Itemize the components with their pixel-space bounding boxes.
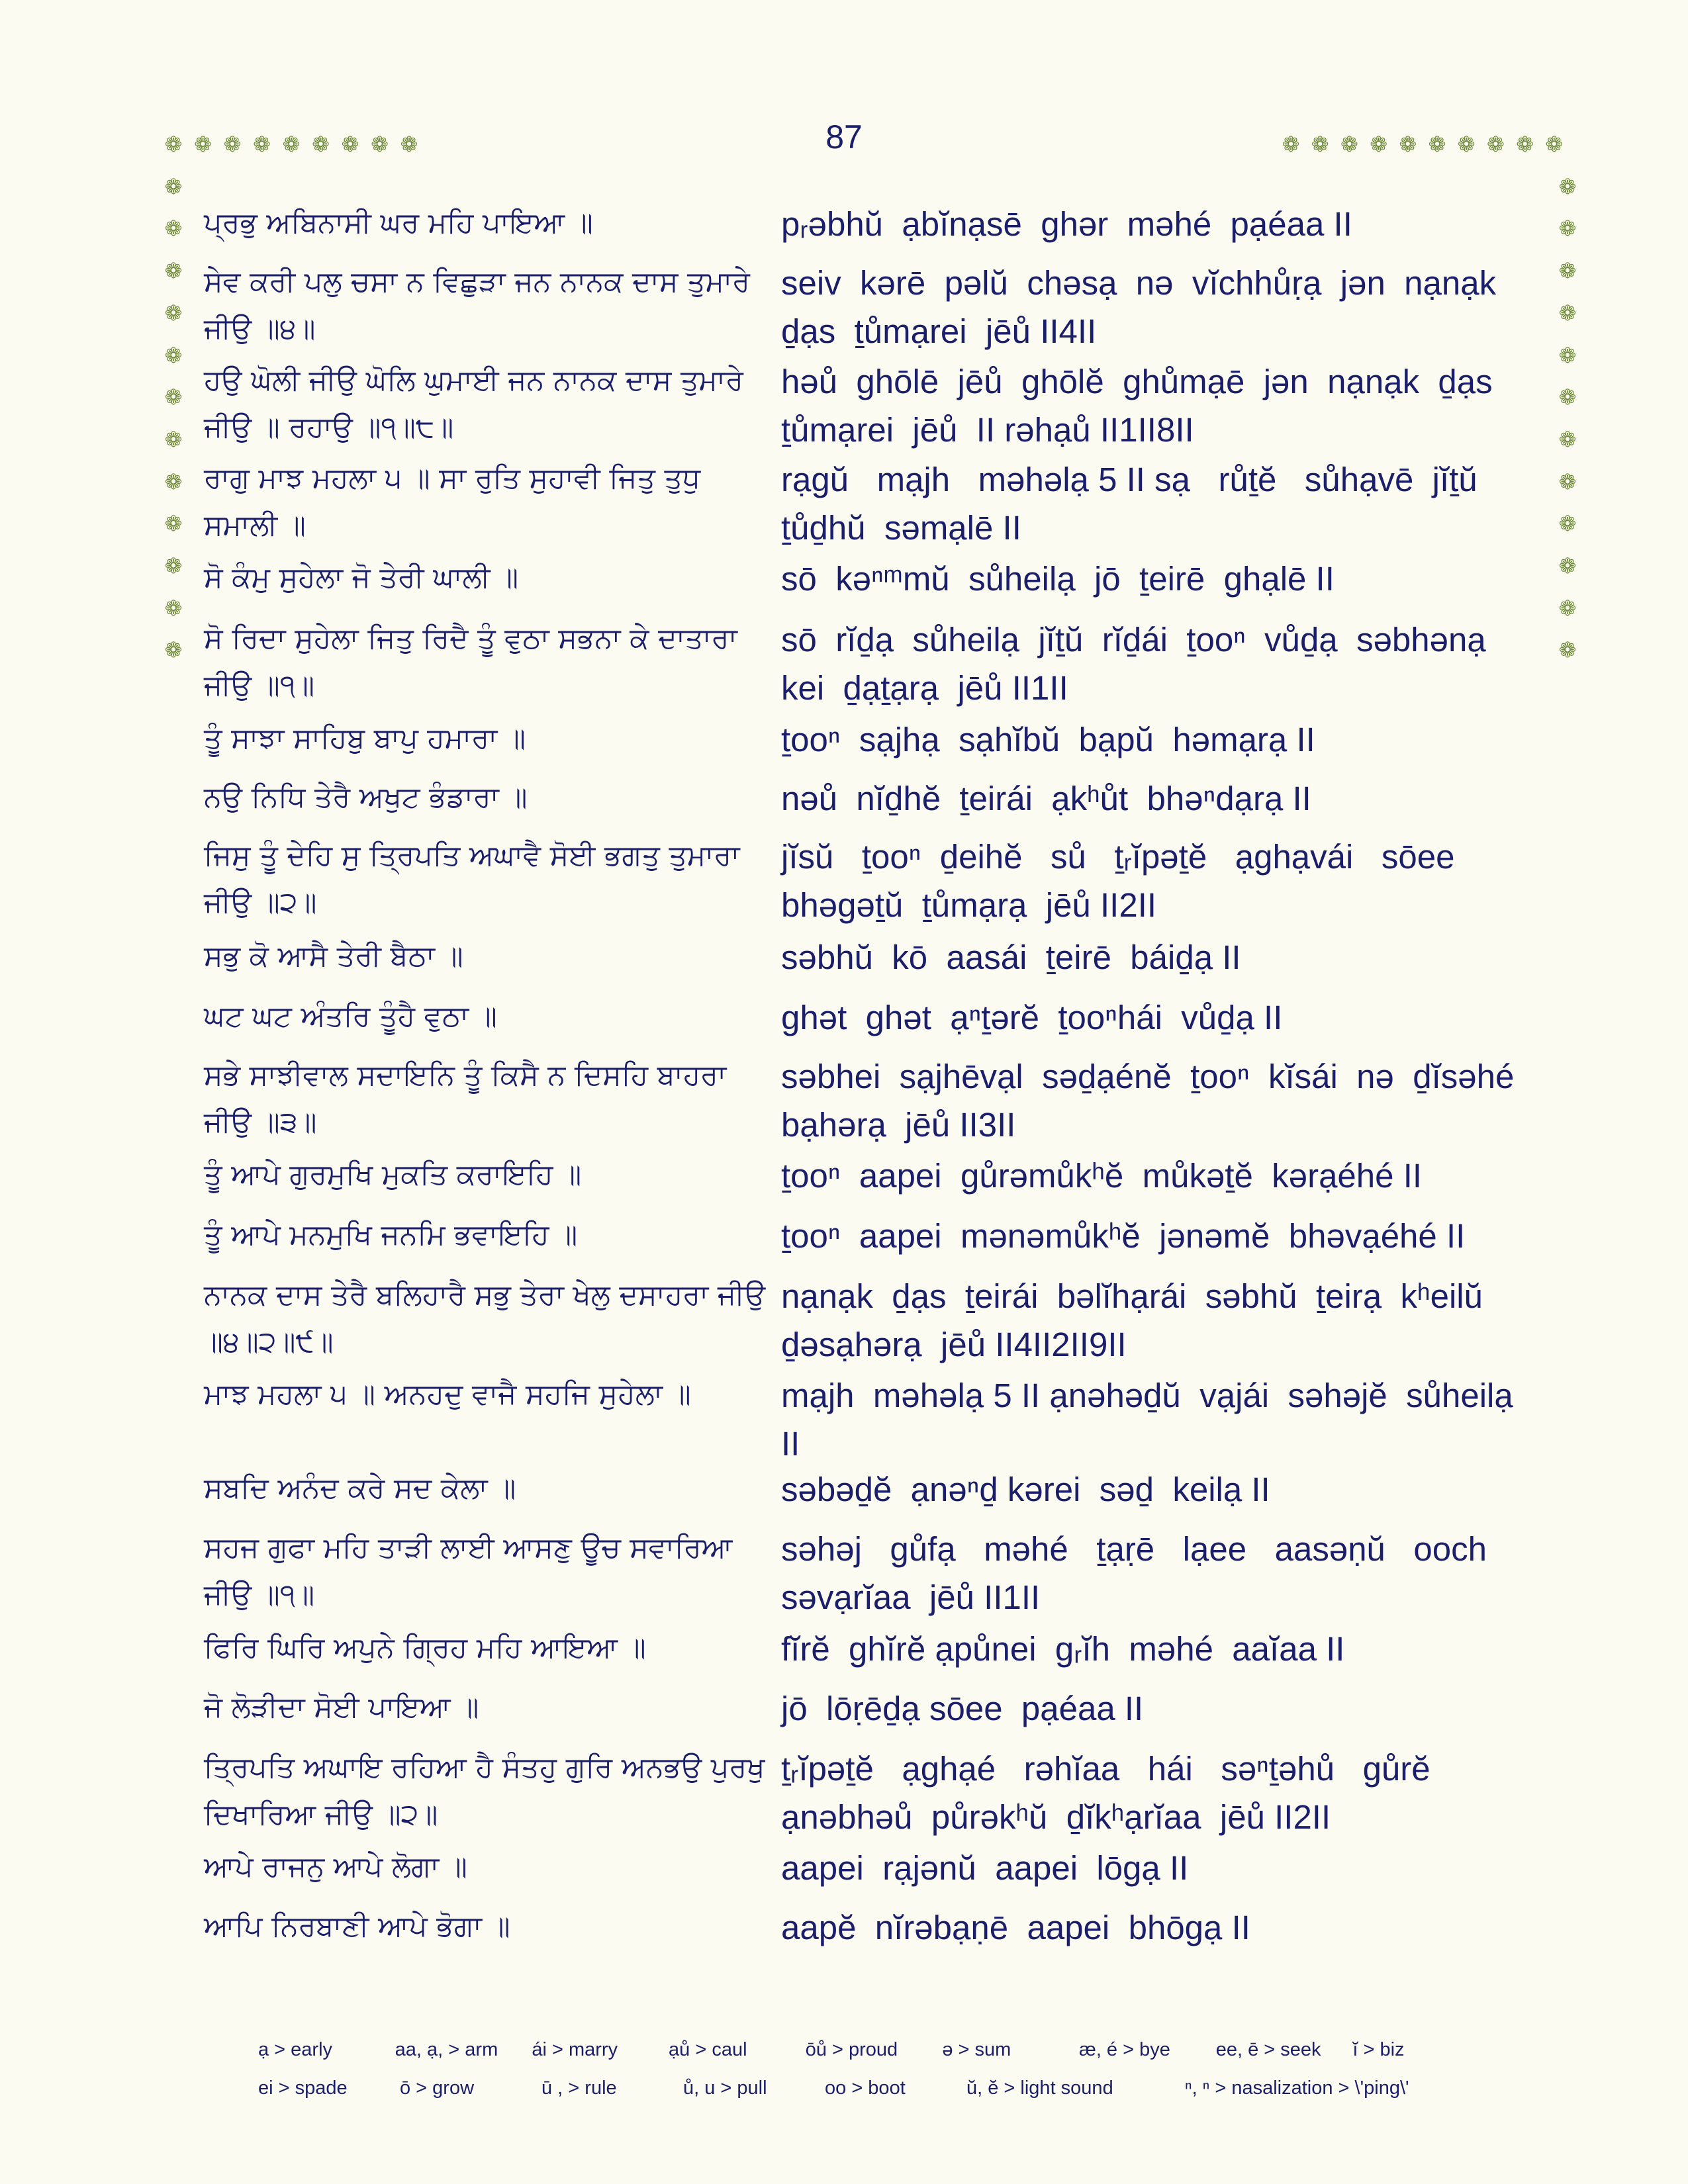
gurmukhi-text: ਤ੍ਰਿਪਤਿ ਅਘਾਇ ਰਹਿਆ ਹੈ ਸੰਤਹੁ ਗੁਰਿ ਅਨਭਉ ਪੁਰਖੁ ਦਿਖਾਰਿਆ ਜੀਉ ॥੨॥ [204, 1751, 765, 1831]
flower-ornament-icon: ❁ [164, 469, 183, 494]
transliteration-text: fĭrĕ ghĭrĕ ạpůnei gᵣĭh məhé aaĭaa II [781, 1630, 1345, 1668]
flower-ornament-icon: ❁ [223, 132, 242, 157]
transliteration-text: nəů nĭḏhĕ ṯeirái ạkʰůt bhəⁿdạrạ II [781, 780, 1311, 817]
gurmukhi-text: ਤੂੰ ਆਪੇ ਗੁਰਮੁਖਿ ਮੁਕਤਿ ਕਰਾਇਹਿ ॥ [204, 1158, 582, 1191]
flower-ornament-icon: ❁ [164, 216, 183, 242]
transliteration-text: jĭsŭ ṯooⁿ ḏeihĕ sů ṯᵣĭpəṯĕ ạghạvái sōee bhəgəṯŭ ṯůmạrạ jēů II2II [781, 838, 1474, 924]
gurmukhi-text: ਆਪਿ ਨਿਰਬਾਣੀ ਆਪੇ ਭੋਗਾ ॥ [204, 1910, 510, 1943]
flower-ornament-icon: ❁ [1311, 132, 1329, 157]
flower-ornament-icon: ❁ [1399, 132, 1417, 157]
legend-item: ạů > caul [669, 2038, 747, 2060]
legend-item: ái > marry [532, 2038, 618, 2060]
flower-ornament-icon: ❁ [400, 132, 418, 157]
legend-item: ů, u > pull [683, 2077, 767, 2099]
gurmukhi-text: ਜਿਸੁ ਤੂੰ ਦੇਹਿ ਸੁ ਤ੍ਰਿਪਤਿ ਅਘਾਵੈ ਸੋਈ ਭਗਤੁ ਤੁਮਾਰਾ ਜੀਉ ॥੨॥ [204, 839, 740, 919]
flower-ornament-icon: ❁ [1486, 132, 1505, 157]
flower-ornament-icon: ❁ [1558, 216, 1577, 242]
legend-item: ū , > rule [541, 2077, 617, 2099]
flower-ornament-icon: ❁ [1340, 132, 1358, 157]
flower-ornament-icon: ❁ [1428, 132, 1446, 157]
flower-ornament-icon: ❁ [1558, 511, 1577, 537]
transliteration-text: səbəḏĕ ạnəⁿḏ kərei səḏ keilạ II [781, 1471, 1270, 1508]
gurmukhi-text: ਸਭੁ ਕੋ ਆਸੈ ਤੇਰੀ ਬੈਠਾ ॥ [204, 940, 463, 973]
flower-ornament-icon: ❁ [1558, 300, 1577, 326]
gurmukhi-text: ਪ੍ਰਭੁ ਅਬਿਨਾਸੀ ਘਰ ਮਹਿ ਪਾਇਆ ॥ [204, 206, 593, 240]
gurmukhi-text: ਹਉ ਘੋਲੀ ਜੀਉ ਘੋਲਿ ਘੁਮਾਈ ਜਨ ਨਾਨਕ ਦਾਸ ਤੁਮਾਰੇ ਜੀਉ ॥ ਰਹਾਉ ॥੧॥੮॥ [204, 364, 743, 444]
transliteration-text: ṯooⁿ aapei mənəmůkʰĕ jənəmĕ bhəvạéhé II [781, 1217, 1466, 1255]
flower-ornament-icon: ❁ [164, 132, 183, 157]
flower-ornament-icon: ❁ [164, 173, 183, 199]
gurmukhi-text: ਸੋ ਕੰਮੁ ਸੁਹੇਲਾ ਜੋ ਤੇਰੀ ਘਾਲੀ ॥ [204, 561, 519, 594]
flower-ornament-icon: ❁ [1516, 132, 1534, 157]
legend-item: ōů > proud [805, 2038, 898, 2060]
legend-item: ⁿ, ⁿ > nasalization > \'ping\' [1185, 2077, 1409, 2099]
transliteration-text: aapei rạjənŭ aapei lōgạ II [781, 1849, 1189, 1887]
gurmukhi-text: ਤੂੰ ਆਪੇ ਮਨਮੁਖਿ ਜਨਮਿ ਭਵਾਇਹਿ ॥ [204, 1218, 578, 1251]
flower-ornament-icon: ❁ [1558, 385, 1577, 410]
legend-item: ŭ, ĕ > light sound [966, 2077, 1113, 2099]
legend-item: ei > spade [258, 2077, 348, 2099]
legend-row [258, 2069, 1489, 2107]
gurmukhi-text: ਸਭੇ ਸਾਝੀਵਾਲ ਸਦਾਇਨਿ ਤੂੰ ਕਿਸੈ ਨ ਦਿਸਹਿ ਬਾਹਰਾ ਜੀਉ ॥੩॥ [204, 1059, 727, 1139]
flower-ornament-icon: ❁ [164, 300, 183, 326]
flower-ornament-icon: ❁ [164, 637, 183, 663]
transliteration-text: aapĕ nĭrəbạṇē aapei bhōgạ II [781, 1909, 1250, 1946]
flower-ornament-icon: ❁ [164, 511, 183, 537]
flower-ornament-icon: ❁ [1370, 132, 1387, 157]
flower-ornament-icon: ❁ [253, 132, 271, 157]
legend-item: ə > sum [942, 2038, 1011, 2060]
gurmukhi-text: ਸੇਵ ਕਰੀ ਪਲੁ ਚਸਾ ਨ ਵਿਛੁੜਾ ਜਨ ਨਾਨਕ ਦਾਸ ਤੁਮਾਰੇ ਜੀਉ ॥੪॥ [204, 265, 750, 345]
transliteration-text: sō rĭḏạ sůheilạ jĭṯŭ rĭḏái ṯooⁿ vůḏạ səbhənạ kei ḏạṯạrạ jēů II1II [781, 621, 1505, 707]
gurmukhi-text: ਆਪੇ ਰਾਜਨੁ ਆਪੇ ਲੋਗਾ ॥ [204, 1850, 467, 1884]
transliteration-text: sō kəⁿᵐmŭ sůheilạ jō ṯeirē ghạlē II [781, 560, 1335, 598]
flower-ornament-icon: ❁ [1558, 553, 1577, 578]
legend-item: aa, ạ, > arm [395, 2038, 498, 2060]
legend-item: ō > grow [400, 2077, 475, 2099]
transliteration-text: ṯooⁿ sạjhạ sạhĭbŭ bạpŭ həmạrạ II [781, 721, 1315, 758]
gurmukhi-text: ਨਾਨਕ ਦਾਸ ਤੇਰੈ ਬਲਿਹਾਰੈ ਸਭੁ ਤੇਰਾ ਖੇਲੁ ਦਸਾਹਰਾ ਜੀਉ ॥੪॥੨॥੯॥ [204, 1279, 766, 1359]
flower-ornament-icon: ❁ [1558, 258, 1577, 284]
flower-ornament-icon: ❁ [194, 132, 212, 157]
legend-item: oo > boot [825, 2077, 906, 2099]
flower-ornament-icon: ❁ [164, 385, 183, 410]
flower-ornament-icon: ❁ [1558, 342, 1577, 368]
flower-ornament-icon: ❁ [371, 132, 389, 157]
gurmukhi-text: ਰਾਗੁ ਮਾਝ ਮਹਲਾ ੫ ॥ ਸਾ ਰੁਤਿ ਸੁਹਾਵੀ ਜਿਤੁ ਤੁਧੁ ਸਮਾਲੀ ॥ [204, 462, 701, 542]
flower-ornament-icon: ❁ [341, 132, 359, 157]
transliteration-text: səbhei sạjhēvạl səḏạénĕ ṯooⁿ kĭsái nə ḏĭsəhé bạhərạ jēů II3II [781, 1058, 1533, 1144]
flower-ornament-icon: ❁ [282, 132, 301, 157]
legend-row [258, 2030, 1489, 2069]
flower-ornament-icon: ❁ [164, 258, 183, 284]
transliteration-text: ghət ghət ạⁿṯərĕ ṯooⁿhái vůḏạ II [781, 999, 1283, 1036]
flower-ornament-icon: ❁ [164, 595, 183, 621]
transliteration-text: jō lōṛēḏạ sōee pạéaa II [781, 1690, 1144, 1727]
gurmukhi-text: ਘਟ ਘਟ ਅੰਤਰਿ ਤੂੰਹੈ ਵੁਠਾ ॥ [204, 1000, 497, 1033]
page-number: 87 [825, 118, 863, 156]
flower-ornament-icon: ❁ [164, 553, 183, 578]
flower-ornament-icon: ❁ [312, 132, 330, 157]
flower-ornament-icon: ❁ [1558, 173, 1577, 199]
flower-ornament-icon: ❁ [1558, 637, 1577, 663]
transliteration-text: ṯooⁿ aapei gůrəmůkʰĕ můkəṯĕ kərạéhé II [781, 1157, 1423, 1195]
pronunciation-legend [258, 2030, 1489, 2107]
transliteration-text: səbhŭ kō aasái ṯeirē báiḏạ II [781, 938, 1241, 976]
transliteration-text: ṯᵣĭpəṯĕ ạghạé rəhĭaa hái səⁿṯəhů gůrĕ ạnəbhəů půrəkʰŭ ḏĭkʰạrĭaa jēů II2II [781, 1750, 1449, 1836]
gurmukhi-text: ਨਉ ਨਿਧਿ ਤੇਰੈ ਅਖੁਟ ਭੰਡਾਰਾ ॥ [204, 781, 528, 814]
legend-item: æ, é > bye [1079, 2038, 1170, 2060]
transliteration-text: seiv kərē pəlŭ chəsạ nə vĭchhůṛạ jən nạnạk ḏạs ṯůmạrei jēů II4II [781, 264, 1515, 350]
gurmukhi-text: ਸਹਜ ਗੁਫਾ ਮਹਿ ਤਾੜੀ ਲਾਈ ਆਸਣੁ ਊਚ ਸਵਾਰਿਆ ਜੀਉ ॥੧॥ [204, 1531, 733, 1612]
gurmukhi-text: ਮਾਝ ਮਹਲਾ ੫ ॥ ਅਨਹਦੁ ਵਾਜੈ ਸਹਜਿ ਸੁਹੇਲਾ ॥ [204, 1378, 691, 1411]
gurmukhi-text: ਤੂੰ ਸਾਝਾ ਸਾਹਿਬੁ ਬਾਪੁ ਹਮਾਰਾ ॥ [204, 722, 526, 755]
flower-ornament-icon: ❁ [1457, 132, 1476, 157]
legend-item: ạ > early [258, 2038, 333, 2060]
legend-item: ee, ē > seek [1215, 2038, 1321, 2060]
gurmukhi-text: ਫਿਰਿ ਘਿਰਿ ਅਪੁਨੇ ਗ੍ਰਿਹ ਮਹਿ ਆਇਆ ॥ [204, 1631, 646, 1664]
transliteration-text: səhəj gůfạ məhé ṯạṛē lạee aasəṇŭ ooch səvạrĭaa jēů II1II [781, 1530, 1506, 1616]
gurmukhi-text: ਸੋ ਰਿਦਾ ਸੁਹੇਲਾ ਜਿਤੁ ਰਿਦੈ ਤੂੰ ਵੁਠਾ ਸਭਨਾ ਕੇ ਦਾਤਾਰਾ ਜੀਉ ॥੧॥ [204, 622, 737, 702]
transliteration-text: mạjh məhəlạ 5 II ạnəhəḏŭ vạjái səhəjĕ sůheilạ II [781, 1377, 1523, 1463]
legend-item: ĭ > biz [1352, 2038, 1405, 2060]
flower-ornament-icon: ❁ [1558, 595, 1577, 621]
flower-ornament-icon: ❁ [1545, 132, 1564, 157]
transliteration-text: pᵣəbhŭ ạbĭnạsē ghər məhé pạéaa II [781, 205, 1352, 243]
flower-ornament-icon: ❁ [1558, 469, 1577, 494]
flower-ornament-icon: ❁ [164, 342, 183, 368]
flower-ornament-icon: ❁ [1282, 132, 1300, 157]
transliteration-text: həů ghōlē jēů ghōlĕ ghůmạē jən nạnạk ḏạs ṯůmạrei jēů II rəhạů II1II8II [781, 363, 1511, 449]
transliteration-text: rạgŭ mạjh məhəlạ 5 II sạ růṯĕ sůhạvē jĭṯŭ ṯůḏhŭ səmạlē II [781, 461, 1497, 547]
gurmukhi-text: ਜੋ ਲੋੜੀਦਾ ਸੋਈ ਪਾਇਆ ॥ [204, 1691, 479, 1724]
flower-ornament-icon: ❁ [164, 426, 183, 452]
gurmukhi-text: ਸਬਦਿ ਅਨੰਦ ਕਰੇ ਸਦ ਕੇਲਾ ॥ [204, 1472, 516, 1505]
flower-ornament-icon: ❁ [1558, 426, 1577, 452]
transliteration-text: nạnạk ḏạs ṯeirái bəlĭhạrái səbhŭ ṯeirạ kʰeilŭ ḏəsạhərạ jēů II4II2II9II [781, 1277, 1502, 1363]
